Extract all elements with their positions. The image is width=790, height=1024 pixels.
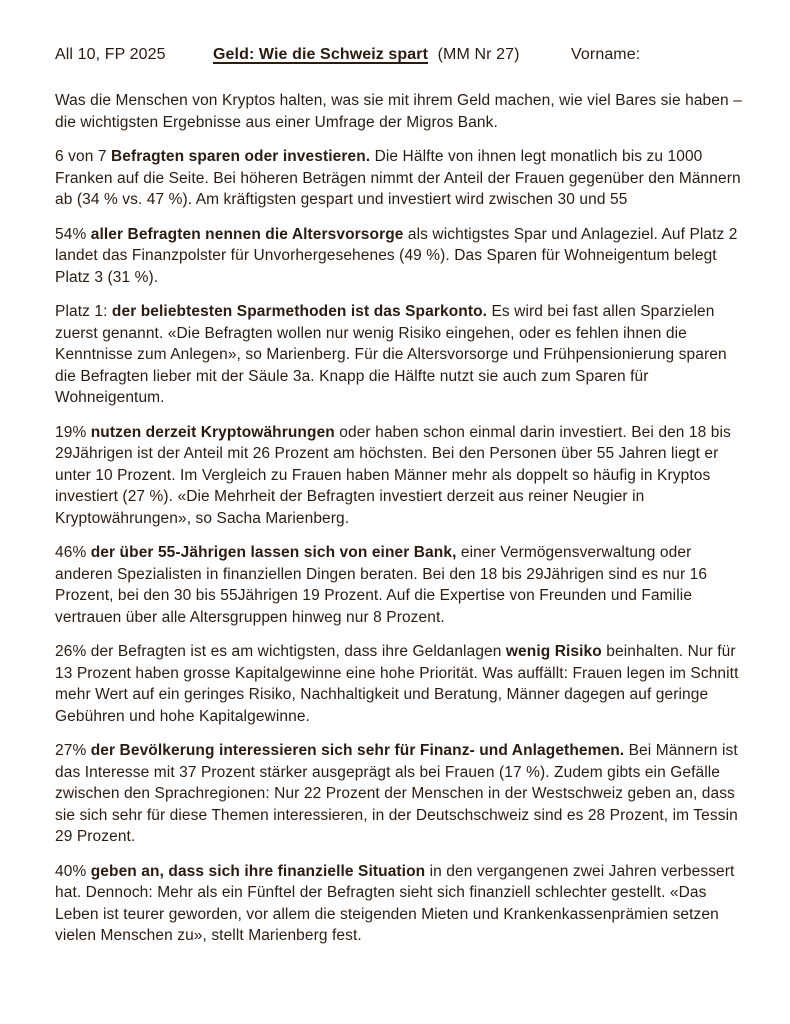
paragraph-4-post-text: Es wird bei fast allen Sparzielen zuerst genannt. «Die Befragten wollen nur wenig Risiko eingehen, oder es fehlen ihnen die Kenntnisse zum Anlegen», so Marienberg. Für die Altersvorsorge und Frühpensionierung sparen die Befragten lieber mit der Säule 3a. Knapp die Hälfte nutzt sie auch zum Sparen für Wohneigentum. [55,303,727,406]
paragraph-2-pre-text: 6 von 7 [55,148,111,165]
article-body [55,90,743,947]
name-label: Vorname: [571,46,641,63]
paragraph-2 [55,146,743,211]
paragraph-6-pre-text: 46% [55,544,91,561]
paragraph-1 [55,90,743,133]
paragraph-4 [55,301,743,409]
paragraph-9 [55,861,743,947]
paragraph-9-bold-text: geben an, dass sich ihre finanzielle Situation [90,862,430,880]
page-title-suffix: (MM Nr 27) [437,46,520,63]
paragraph-8 [55,740,743,848]
paragraph-2-post-text: Die Hälfte von ihnen legt monatlich bis zu 1000 Franken auf die Seite. Bei höheren Beträgen nimmt der Anteil der Frauen gegenüber den Männern ab (34 % vs. 47 %). Am kräftigsten gespart und investiert wird zwischen 30 und 55 [55,148,741,208]
paragraph-6-post-text: einer Vermögensverwaltung oder anderen Spezialisten in finanziellen Dingen beraten. Bei den 18 bis 29Jährigen sind es nur 16 Prozent, bei den 30 bis 55Jährigen 19 Prozent. Auf die Expertise von Freunden und Familie vertrauen über alle Altersgruppen hinweg nur 8 Prozent. [55,544,708,626]
paragraph-1-pre-text: Was die Menschen von Kryptos halten, was sie mit ihrem Geld machen, wie viel Bares sie haben – die wichtigsten Ergebnisse aus einer Umfrage der Migros Bank. [55,92,742,131]
document-header [55,44,740,68]
paragraph-3 [55,224,743,289]
paragraph-3-pre-text: 54% [55,225,91,243]
paragraph-7-pre-text: 26% der Befragten ist es am wichtigsten, dass ihre Geldanlagen [55,643,506,660]
title-wrap [213,44,520,66]
paragraph-8-pre-text: 27% [55,742,91,759]
paragraph-7-post-text: beinhalten. Nur für 13 Prozent haben grosse Kapitalgewinne eine hohe Priorität. Was auffällt: Frauen legen im Schnitt mehr Wert auf ein geringes Risiko, Nachhaltigkeit und Beratung, Männer dagegen auf geringe Gebühren und hohe Kapitalgewinne. [55,643,739,725]
paragraph-9-pre-text: 40% [55,862,91,880]
paragraph-5 [55,422,743,530]
paragraph-7-bold-text: wenig Risiko [505,643,607,660]
paragraph-5-pre-text: 19% [55,423,91,441]
paragraph-2-bold-text: Befragten sparen oder investieren. [110,148,375,165]
paragraph-6 [55,542,743,628]
paragraph-4-pre-text: Platz 1: [55,303,112,320]
paragraph-6-bold-text: der über 55-Jährigen lassen sich von einer Bank, [90,544,461,561]
paragraph-3-bold-text: aller Befragten nennen die Altersvorsorge [90,225,408,243]
paragraph-7 [55,641,743,727]
paragraph-3-post-text: als wichtigstes Spar und Anlageziel. Auf Platz 2 landet das Finanzpolster für Unvorhergesehenes (49 %). Das Sparen für Wohneigentum belegt Platz 3 (31 %). [55,225,738,286]
paragraph-8-post-text: Bei Männern ist das Interesse mit 37 Prozent stärker ausgeprägt als bei Frauen (17 %). Zudem gibts ein Gefälle zwischen den Sprachregionen: Nur 22 Prozent der Menschen in der Westschweiz geben an, dass sie sich sehr für diese Themen interessieren, in der Deutschschweiz sind es 28 Prozent, im Tessin 29 Prozent. [55,742,738,845]
course-label: All 10, FP 2025 [55,46,166,63]
paragraph-8-bold-text: der Bevölkerung interessieren sich sehr für Finanz- und Anlagethemen. [90,742,629,759]
paragraph-5-bold-text: nutzen derzeit Kryptowährungen [90,423,340,441]
page-title: Geld: Wie die Schweiz spart [213,46,429,63]
paragraph-9-post-text: in den vergangenen zwei Jahren verbessert hat. Dennoch: Mehr als ein Fünftel der Befragten sieht sich finanziell schlechter gestellt. «Das Leben ist teurer geworden, vor allem die steigenden Mieten und Krankenkassenprämien setzen vielen Menschen zu», stellt Marienberg fest. [55,862,735,944]
paragraph-4-bold-text: der beliebtesten Sparmethoden ist das Sparkonto. [111,303,492,320]
paragraph-5-post-text: oder haben schon einmal darin investiert. Bei den 18 bis 29Jährigen ist der Anteil mit 26 Prozent am höchsten. Bei den Personen über 55 Jahren liegt er unter 10 Prozent. Im Vergleich zu Frauen haben Männer mehr als doppelt so häufig in Kryptos investiert (27 %). «Die Mehrheit der Befragten investiert derzeit aus reiner Neugier in Kryptowährungen», so Sacha Marienberg. [55,423,731,527]
